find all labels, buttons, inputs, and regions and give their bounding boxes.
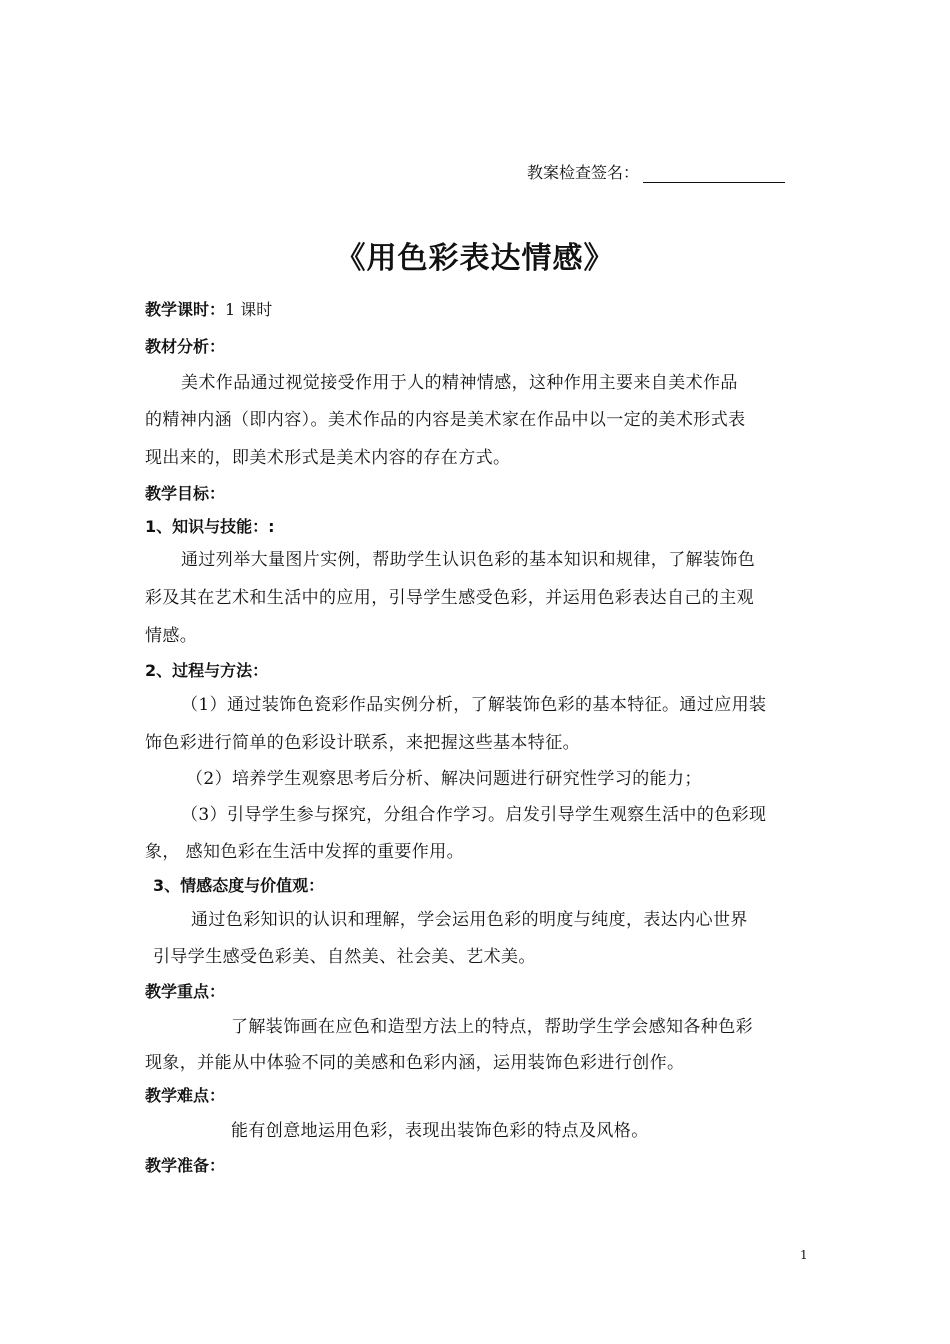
signature-line (643, 164, 785, 183)
preparation-heading: 教学准备： (145, 1156, 226, 1175)
class-hours-heading (145, 297, 272, 320)
material-analysis-line-3: 现出来的，即美术形式是美术内容的存在方式。 (145, 448, 511, 468)
goal3-line-2: 引导学生感受色彩美、自然美、社会美、艺术美。 (153, 947, 536, 967)
key-points-line-1: 了解装饰画在应色和造型方法上的特点，帮助学生学会感知各种色彩 (231, 1017, 753, 1037)
difficulties-line-1: 能有创意地运用色彩，表现出装饰色彩的特点及风格。 (231, 1121, 649, 1141)
goal2-line-1: （1）通过装饰色瓷彩作品实例分析，了解装饰色彩的基本特征。通过应用装 (181, 695, 767, 715)
page-number: 1 (800, 1248, 808, 1262)
goal2-line-3: （2）培养学生观察思考后分析、解决问题进行研究性学习的能力； (186, 769, 702, 789)
material-analysis-heading: 教材分析： (145, 337, 226, 356)
difficulties-heading: 教学难点： (145, 1086, 226, 1105)
goal1-line-2: 彩及其在艺术和生活中的应用，引导学生感受色彩，并运用色彩表达自己的主观 (145, 588, 754, 608)
signature-label: 教案检查签名： (527, 163, 640, 182)
class-hours-value: 1 课时 (225, 300, 273, 319)
material-analysis-line-1: 美术作品通过视觉接受作用于人的精神情感，这种作用主要来自美术作品 (181, 373, 738, 393)
goal1-line-3: 情感。 (145, 626, 198, 646)
goal3-line-1: 通过色彩知识的认识和理解，学会运用色彩的明度与纯度，表达内心世界 (191, 910, 748, 930)
material-analysis-line-2: 的精神内涵（即内容）。美术作品的内容是美术家在作品中以一定的美术形式表 (145, 410, 746, 430)
goal2-line-4: （3）引导学生参与探究，分组合作学习。启发引导学生观察生活中的色彩现 (181, 805, 767, 825)
key-points-line-2: 现象，并能从中体验不同的美感和色彩内涵，运用装饰色彩进行创作。 (145, 1053, 685, 1073)
key-points-heading: 教学重点： (145, 982, 226, 1001)
goal1-heading: 1、知识与技能：: (145, 517, 275, 536)
document-title: 《用色彩表达情感》 (335, 241, 615, 276)
goal2-line-2: 饰色彩进行简单的色彩设计联系，来把握这些基本特征。 (145, 733, 580, 753)
goal3-heading: 3、情感态度与价值观： (153, 876, 325, 895)
goal1-line-1: 通过列举大量图片实例，帮助学生认识色彩的基本知识和规律，了解装饰色 (181, 550, 756, 570)
goal2-line-5: 象， 感知色彩在生活中发挥的重要作用。 (145, 842, 465, 862)
goal2-heading: 2、过程与方法： (145, 661, 269, 680)
class-hours-label: 教学课时： (145, 300, 226, 319)
goals-heading: 教学目标： (145, 484, 226, 503)
signature-field (527, 160, 785, 183)
